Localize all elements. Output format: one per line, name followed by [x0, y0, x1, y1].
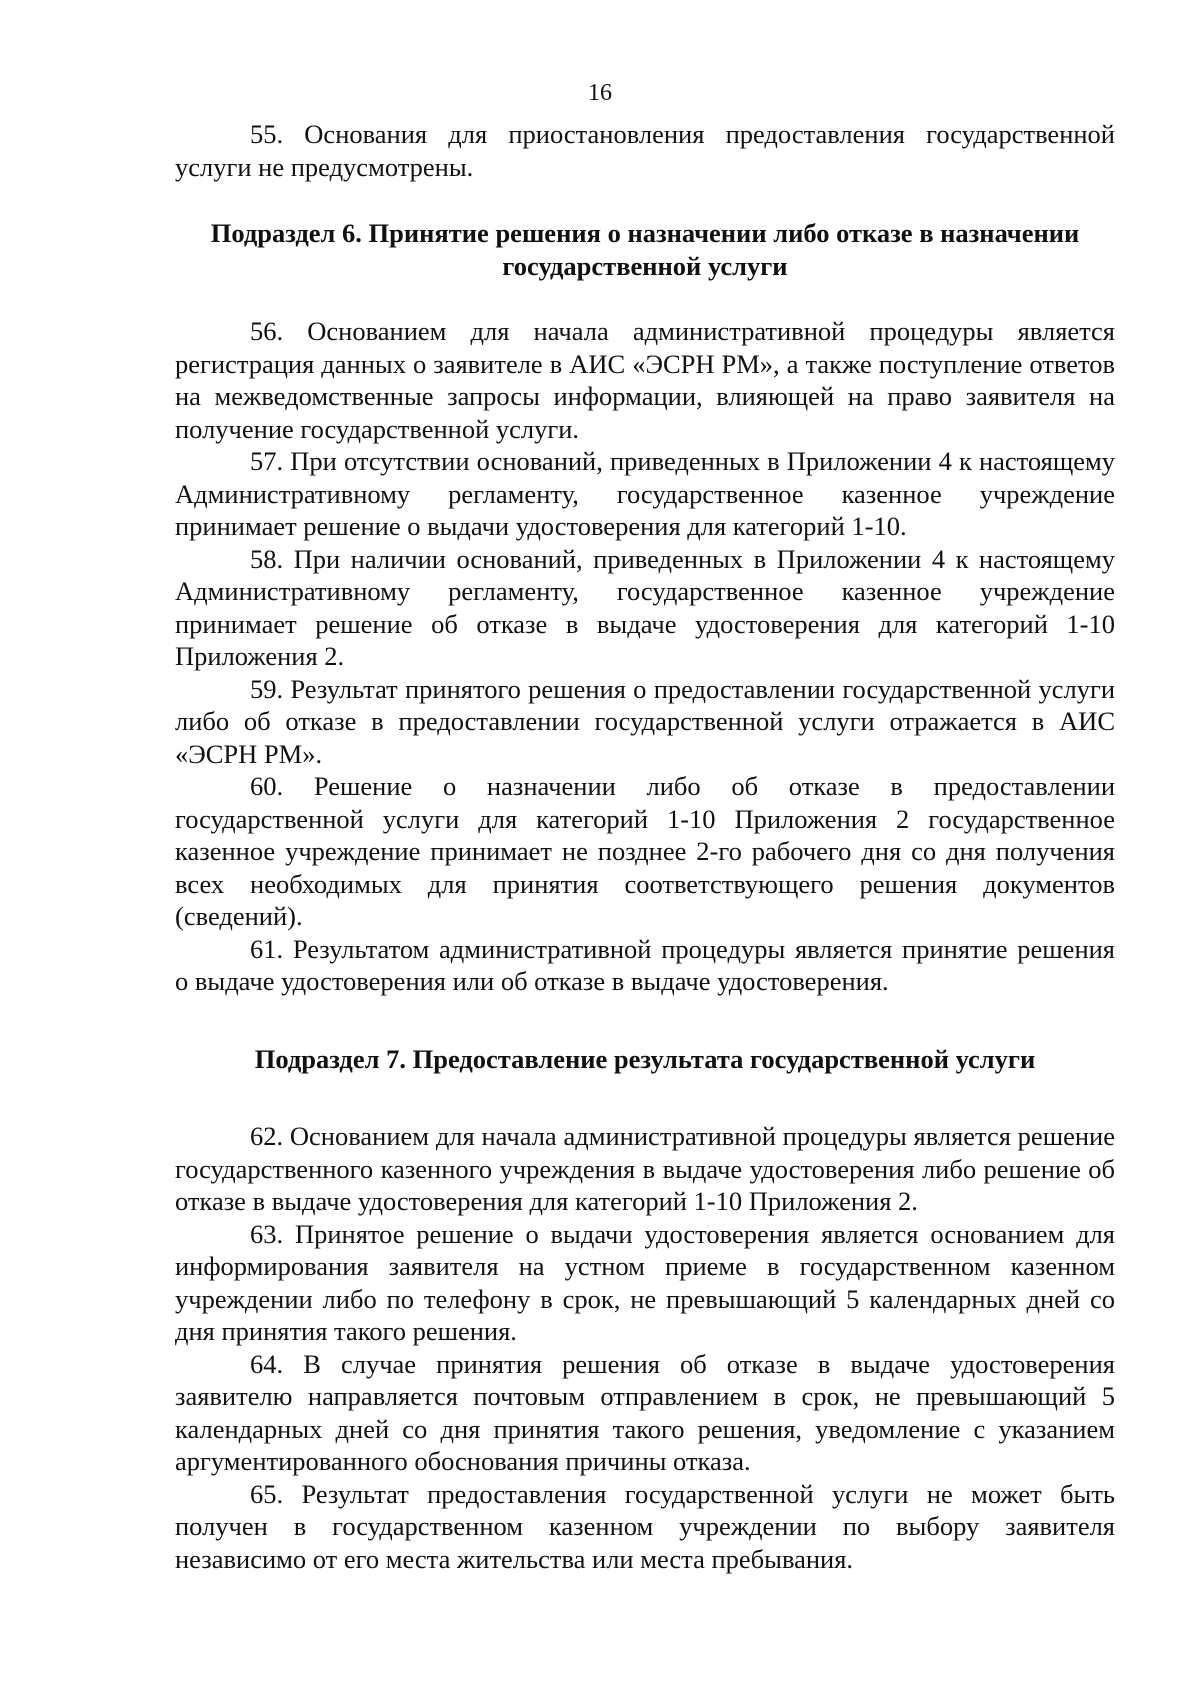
paragraph-55: 55. Основания для приостановления предоставления государственной услуги не предусмотрены.	[175, 119, 1115, 182]
document-body	[175, 118, 1115, 1575]
paragraph-65: 65. Результат предоставления государственной услуги не может быть получен в государственном казенном учреждении по выбору заявителя независимо от его места жительства или места пребывания.	[175, 1478, 1115, 1574]
paragraph-63: 63. Принятое решение о выдачи удостоверения является основанием для информирования заявителя на устном приеме в государственном казенном учреждении либо по телефону в срок, не превышающий 5 календарных дней со дня принятия такого решения.	[175, 1218, 1115, 1346]
paragraph-58: 58. При наличии оснований, приведенных в Приложении 4 к настоящему Административному регламенту, государственное казенное учреждение принимает решение об отказе в выдаче удостоверения для категорий 1-10 Приложения 2.	[175, 543, 1115, 671]
paragraph-64: 64. В случае принятия решения об отказе в выдаче удостоверения заявителю направляется почтовым отправлением в срок, не превышающий 5 календарных дней со дня принятия такого решения, уведомление с указанием аргументированного обоснования причины отказа.	[175, 1348, 1115, 1476]
subsection-7-heading: Подраздел 7. Предоставление результата государственной услуги	[254, 1043, 1036, 1074]
paragraph-56: 56. Основанием для начала административной процедуры является регистрация данных о заявителе в АИС «ЭСРН РМ», а также поступление ответов на межведомственные запросы информации, влияющей на право заявителя на получение государственной услуги.	[175, 316, 1115, 444]
subsection-6-heading: Подраздел 6. Принятие решения о назначении либо отказе в назначении государственной услуги	[210, 218, 1080, 281]
paragraph-60: 60. Решение о назначении либо об отказе в предоставлении государственной услуги для категорий 1-10 Приложения 2 государственное казенное учреждение принимает не позднее 2-го рабочего дня со дня получения всех необходимых для принятия соответствующего решения документов (сведений).	[175, 771, 1115, 931]
paragraph-59: 59. Результат принятого решения о предоставлении государственной услуги либо об отказе в предоставлении государственной услуги отражается в АИС «ЭСРН РМ».	[175, 673, 1115, 769]
paragraph-61: 61. Результатом административной процедуры является принятие решения о выдаче удостоверения или об отказе в выдаче удостоверения.	[175, 933, 1115, 996]
page-number: 16	[588, 80, 612, 106]
paragraph-57: 57. При отсутствии оснований, приведенных в Приложении 4 к настоящему Административному регламенту, государственное казенное учреждение принимает решение о выдачи удостоверения для категорий 1-10.	[175, 446, 1115, 541]
paragraph-62: 62. Основанием для начала административной процедуры является решение государственного казенного учреждения в выдаче удостоверения либо решение об отказе в выдаче удостоверения для категорий 1-10 Приложения 2.	[175, 1121, 1115, 1216]
